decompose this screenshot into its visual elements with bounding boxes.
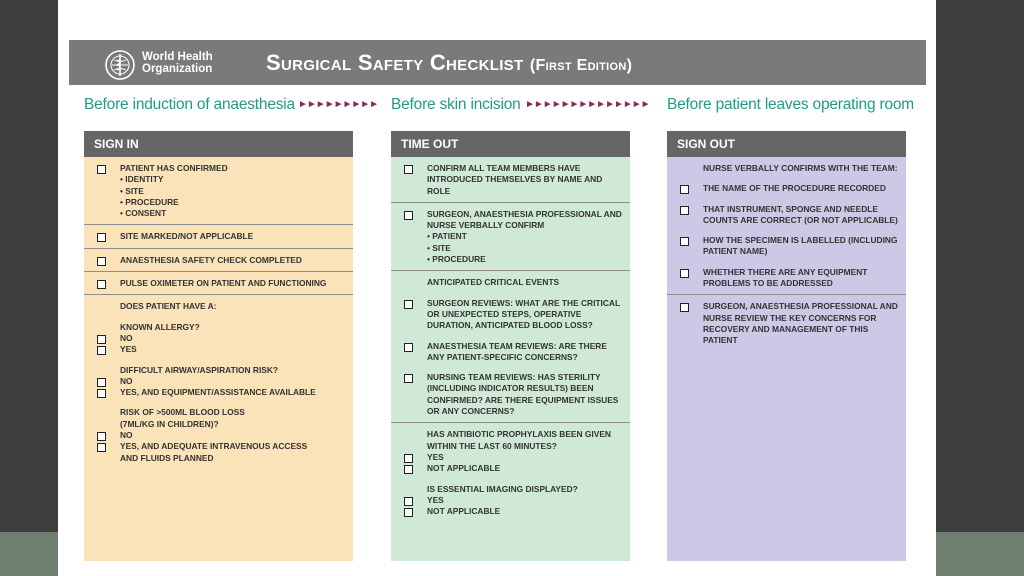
bullet-identity: • IDENTITY [120, 174, 164, 185]
question-label: (7ML/KG IN CHILDREN)? [120, 418, 219, 429]
checkbox[interactable] [404, 508, 413, 517]
option-label: NO [120, 375, 133, 386]
sign-in-section [84, 225, 353, 248]
checklist-item [397, 463, 624, 474]
checkbox[interactable] [680, 237, 689, 246]
sign-out-section [667, 157, 906, 295]
checkbox[interactable] [97, 165, 106, 174]
bullet-site: • SITE [120, 185, 144, 196]
time-out-column [391, 131, 630, 561]
checkbox[interactable] [680, 269, 689, 278]
option-label: YES, AND ADEQUATE INTRAVENOUS ACCESS [120, 441, 308, 452]
title-edition: (First Edition) [529, 57, 633, 74]
bullet-procedure: • PROCEDURE [120, 196, 179, 207]
item-label: PATIENT HAS CONFIRMED [120, 163, 228, 173]
checklist-item [673, 301, 900, 346]
organization-name [142, 51, 213, 75]
question-label: DIFFICULT AIRWAY/ASPIRATION RISK? [120, 364, 279, 375]
page-title [266, 50, 632, 76]
bullet-patient: • PATIENT [427, 231, 467, 242]
checklist-item [397, 209, 624, 265]
item-label: ANAESTHESIA SAFETY CHECK COMPLETED [120, 254, 302, 265]
item-label: CONFIRM ALL TEAM MEMBERS HAVE INTRODUCED THEMSELVES BY NAME AND ROLE [427, 163, 603, 196]
checkbox[interactable] [97, 280, 106, 289]
checklist-item [673, 267, 900, 290]
option-label: NOT APPLICABLE [427, 463, 501, 474]
checkbox[interactable] [97, 443, 106, 452]
checkbox[interactable] [404, 165, 413, 174]
checklist-item [90, 255, 347, 266]
question-label: DOES PATIENT HAVE A: [120, 301, 217, 312]
item-label: SURGEON REVIEWS: WHAT ARE THE CRITICAL OR UNEXPECTED STEPS, OPERATIVE DURATION, ANTICIPATED BLOOD LOSS? [427, 297, 620, 331]
checklist-item [397, 341, 624, 364]
item-label: PULSE OXIMETER ON PATIENT AND FUNCTIONING [120, 278, 327, 289]
option-label: YES, AND EQUIPMENT/ASSISTANCE AVAILABLE [120, 387, 316, 398]
phase-arrows-2: ►►►►►►►►►►►►►► [525, 99, 650, 110]
checkbox[interactable] [404, 497, 413, 506]
phase-before-induction: Before induction of anaesthesia [84, 96, 295, 113]
question-label: HAS ANTIBIOTIC PROPHYLAXIS BEEN GIVEN WITHIN THE LAST 60 MINUTES? [427, 429, 611, 451]
checkbox[interactable] [97, 257, 106, 266]
sign-in-section [84, 295, 353, 469]
sign-in-section [84, 249, 353, 272]
sign-in-section [84, 157, 353, 225]
checkbox[interactable] [97, 233, 106, 242]
checkbox[interactable] [97, 389, 106, 398]
time-out-section [391, 203, 630, 271]
option-label: YES [120, 344, 137, 355]
time-out-section [391, 271, 630, 423]
option-label: NO [120, 332, 133, 343]
who-emblem-icon [104, 49, 136, 81]
question-label: RISK OF >500ML BLOOD LOSS [120, 407, 245, 418]
org-line-2: Organization [142, 63, 213, 75]
phase-before-incision: Before skin incision [391, 96, 521, 113]
checklist-item [397, 495, 624, 506]
checklist-item [90, 376, 347, 387]
checklist-item [90, 333, 347, 344]
checkbox[interactable] [404, 343, 413, 352]
item-label: THAT INSTRUMENT, SPONGE AND NEEDLE COUNTS ARE CORRECT (OR NOT APPLICABLE) [703, 203, 898, 225]
checkbox[interactable] [404, 300, 413, 309]
checkbox[interactable] [97, 335, 106, 344]
option-label: YES [427, 451, 444, 462]
item-label: WHETHER THERE ARE ANY EQUIPMENT PROBLEMS TO BE ADDRESSED [703, 266, 868, 289]
option-label: AND FLUIDS PLANNED [120, 452, 214, 463]
question-label: ANTICIPATED CRITICAL EVENTS [427, 277, 560, 288]
question-label: IS ESSENTIAL IMAGING DISPLAYED? [427, 483, 578, 494]
checklist-item [673, 204, 900, 227]
sign-in-section [84, 272, 353, 295]
checklist-item [90, 387, 347, 398]
time-out-section [391, 157, 630, 203]
item-label: SURGEON, ANAESTHESIA PROFESSIONAL AND NURSE VERBALLY CONFIRM [427, 208, 622, 231]
checkbox[interactable] [680, 206, 689, 215]
sign-out-column [667, 131, 906, 561]
time-out-body [391, 157, 630, 561]
option-label: NO [120, 430, 133, 441]
checklist-item [673, 235, 900, 258]
checkbox[interactable] [404, 211, 413, 220]
time-out-section [391, 423, 630, 522]
item-label: SURGEON, ANAESTHESIA PROFESSIONAL AND NURSE REVIEW THE KEY CONCERNS FOR RECOVERY AND MANAGEMENT OF THIS PATIENT [703, 301, 898, 346]
checklist-item [90, 231, 347, 242]
checklist-item [397, 163, 624, 197]
checklist-item [90, 278, 347, 289]
item-label: THE NAME OF THE PROCEDURE RECORDED [703, 183, 886, 194]
checklist-item [397, 452, 624, 463]
sign-in-column [84, 131, 353, 561]
option-label: NOT APPLICABLE [427, 506, 501, 517]
time-out-header: TIME OUT [391, 131, 630, 157]
checkbox[interactable] [680, 303, 689, 312]
checklist-item [397, 298, 624, 332]
sign-out-section [667, 295, 906, 351]
org-line-1: World Health [142, 51, 213, 63]
checkbox[interactable] [97, 346, 106, 355]
bullet-site: • SITE [427, 242, 451, 253]
checkbox[interactable] [680, 185, 689, 194]
item-label: HOW THE SPECIMEN IS LABELLED (INCLUDING PATIENT NAME) [703, 235, 898, 257]
checklist-item [397, 372, 624, 417]
checklist-item [90, 344, 347, 355]
sign-in-header: SIGN IN [84, 131, 353, 157]
item-label: NURSING TEAM REVIEWS: HAS STERILITY (INCLUDING INDICATOR RESULTS) BEEN CONFIRMED? ARE THERE EQUIPMENT ISSUES OR ANY CONCERNS? [427, 372, 619, 417]
checkbox[interactable] [404, 374, 413, 383]
checkbox[interactable] [97, 432, 106, 441]
checklist-item [397, 506, 624, 517]
sign-in-body [84, 157, 353, 561]
phase-arrows-1: ►►►►►►►►► [298, 99, 379, 110]
item-label: ANAESTHESIA TEAM REVIEWS: ARE THERE ANY PATIENT-SPECIFIC CONCERNS? [427, 340, 607, 362]
question-label: KNOWN ALLERGY? [120, 321, 200, 332]
checklist-item [90, 441, 347, 464]
phase-before-leaving: Before patient leaves operating room [667, 96, 914, 113]
checklist-item [90, 430, 347, 441]
checkbox[interactable] [404, 465, 413, 474]
sign-out-header: SIGN OUT [667, 131, 906, 157]
option-label: YES [427, 494, 444, 505]
checklist-item [90, 163, 347, 219]
bullet-consent: • CONSENT [120, 208, 167, 219]
title-main: Surgical Safety Checklist [266, 50, 524, 75]
checkbox[interactable] [97, 378, 106, 387]
sign-out-body [667, 157, 906, 561]
checklist-item [673, 183, 900, 194]
checkbox[interactable] [404, 454, 413, 463]
item-label: SITE MARKED/NOT APPLICABLE [120, 231, 254, 242]
bullet-procedure: • PROCEDURE [427, 254, 486, 265]
question-label: NURSE VERBALLY CONFIRMS WITH THE TEAM: [703, 163, 898, 173]
